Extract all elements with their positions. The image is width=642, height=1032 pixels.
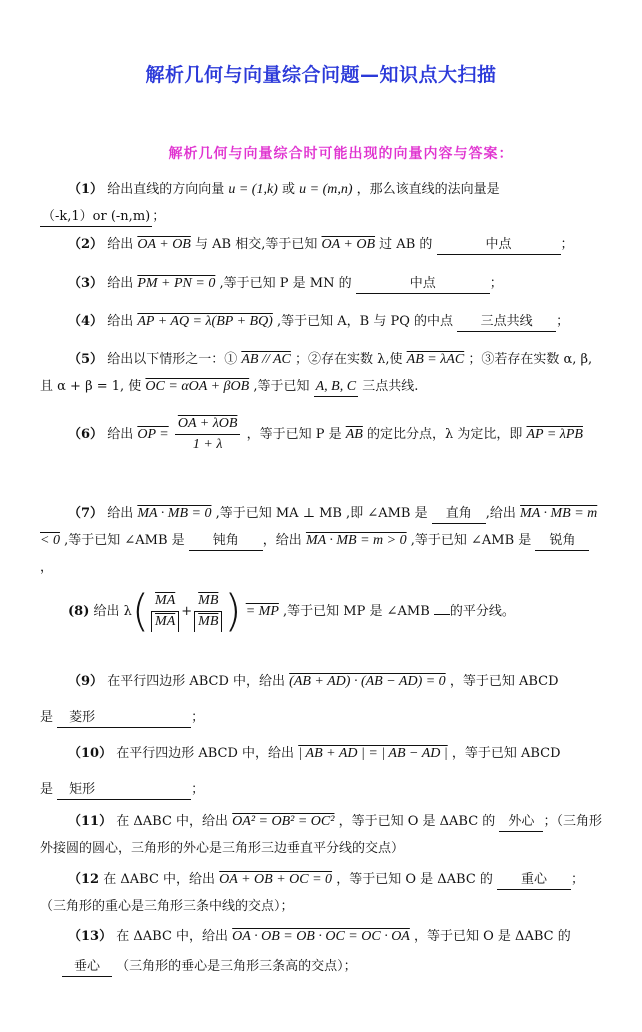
fraction-numerator: $\overline{MA}$ [151,591,179,612]
fraction-numerator: $\overline{MB}$ [194,591,222,612]
item-text: ； [556,314,570,329]
answer-blank: 矩形 [57,781,191,800]
item-text: 给出直线的方向向量 [107,182,225,197]
math-expression: AP = λPB [526,427,583,442]
item-text: 是 [40,782,54,797]
answer-blank: 中点 [437,236,561,255]
math-expression: (AB + AD) · (AB − AD) = 0 [289,674,446,689]
answer-blank: 中点 [356,275,490,294]
item-text: 给出 [107,237,134,252]
fraction-denominator: MA [151,612,179,632]
math-expression: MA · MB = 0 [137,506,212,521]
math-expression: OA + OB + OC = 0 [219,872,333,887]
item-text: 在 ΔABC 中，给出 [116,929,229,944]
item-text: ； [489,276,503,291]
item-text: ，等于已知 O 是 ΔABC 的 [338,814,496,829]
item-text: 过 AB 的 [379,237,433,252]
item-text: 的平分线。 [449,604,515,619]
fraction-denominator: 1 + λ [192,437,223,452]
math-expression: OA² = OB² = OC² [232,814,335,829]
math-expression: AB = λAC [406,352,465,367]
item-text: ； [560,237,574,252]
answer-blank: 外心 [499,813,543,832]
item-text: ,等于已知 MA ⊥ MB ,即 ∠AMB 是 [215,506,428,521]
fraction [151,591,179,632]
item-text: ，等于已知 ABCD [451,746,561,761]
item-8: (8) 给出 λ( $\frac{\overline{MA}}{MA}$ + $\frac{\overline{MB}}{MB}$ ) = MP ,等于已知 MP 是 ∠AMB 的平分线。 [68,585,515,637]
math-expression: u = (m,n) [299,182,353,197]
item-text: ，那么该直线的法向量是 [356,182,500,197]
item-text: 在 ΔABC 中，给出 [103,872,216,887]
item-7 [40,500,602,581]
item-text: ； [191,782,205,797]
item-text: ,等于已知 A，B 与 PQ 的中点 [277,314,454,329]
item-text: ，等于已知 P 是 [246,427,342,442]
item-3 [40,270,602,297]
math-expression: AB // AC [241,352,291,367]
fraction-numerator: OA + λOB [175,414,241,435]
item-text: ,给出 [485,506,516,521]
item-6 [40,414,602,455]
fraction [194,591,222,632]
item-number: （10） [68,746,113,761]
left-paren: ( [131,585,150,637]
item-text: 在平行四边形 ABCD 中，给出 [107,674,286,689]
item-text: ,等于已知 ∠AMB 是 [410,533,532,548]
math-expression: = MP [245,604,279,619]
item-text: 三点共线. [362,379,419,394]
item-text: 或 [281,182,295,197]
answer-expression: $\overline{AB}$ [345,427,363,442]
item-number: (8) [68,604,90,619]
item-text: 给出 [107,276,134,291]
math-expression: OA + OB [321,237,376,252]
item-text: 与 AB 相交,等于已知 [195,237,318,252]
answer-blank: （-k,1）or (-n,m) [40,208,152,227]
item-number: （6） [68,427,104,442]
item-4 [40,308,602,335]
item-10 [40,736,602,808]
math-expression: MA · MB = m > 0 [305,533,407,548]
fraction-denominator: MB [194,612,222,632]
item-number: （9） [68,674,104,689]
item-text: ，给出 [262,533,302,548]
item-number: （5） [68,352,104,367]
item-text: ,等于已知 MP 是 ∠AMB [283,604,430,619]
answer-blank: 垂心 [62,958,112,977]
fraction [175,414,241,455]
answer-blank: A, B, C [314,378,358,397]
math-expression: MA · MB = m < 0 [40,506,598,548]
item-text: 给出 λ [93,604,132,619]
item-text: 是 [40,710,54,725]
math-expression: OC = αOA + βOB [145,379,250,394]
answer-blank: 三点共线 [457,313,556,332]
item-text: 的定比分点，λ 为定比，即 [366,427,523,442]
item-number: （12 [68,872,100,887]
item-text: ；（三角形外接圆的圆心，三角形的外心是三角形三边垂直平分线的交点） [40,814,602,856]
item-text: ；（三角形的重心是三角形三条中线的交点）； [40,872,585,914]
item-text: ,等于已知 ∠AMB 是 [64,533,185,548]
item-number: （3） [68,276,104,291]
item-text: ；②存在实数 λ,使 [295,352,403,367]
answer-blank: 菱形 [57,709,191,728]
item-text: ,等于已知 [253,379,310,394]
math-expression: u = (1,k) [228,182,278,197]
item-text: ，等于已知 O 是 ΔABC 的 [336,872,493,887]
item-number: （7） [68,506,104,521]
item-number: （1） [68,182,104,197]
document-subtitle: 解析几何与向量综合时可能出现的向量内容与答案： [168,146,514,162]
item-13 [40,922,602,982]
item-1 [40,176,602,230]
document-title: 解析几何与向量综合问题—知识点大扫描 [145,64,497,86]
item-text: ，等于已知 ABCD [449,674,559,689]
item-text: ，等于已知 O 是 ΔABC 的 [414,929,571,944]
item-number: （13） [68,929,113,944]
math-expression: OP = [137,427,169,442]
item-12 [40,866,602,920]
item-5 [40,346,602,400]
item-text: 在平行四边形 ABCD 中，给出 [116,746,295,761]
answer-blank: 锐角 [535,532,589,551]
answer-blank: 重心 [497,871,571,890]
item-text: ,等于已知 P 是 MN 的 [219,276,352,291]
item-text: 在 ΔABC 中，给出 [116,814,229,829]
item-text: ； [152,209,166,224]
item-number: （11） [68,814,113,829]
item-text: 给出 [107,506,134,521]
math-expression: AP + AQ = λ(BP + BQ) [137,314,273,329]
item-text: ， [40,560,54,575]
item-11 [40,808,602,862]
item-text: 给出 [107,427,134,442]
item-number: （2） [68,237,104,252]
item-text: ； [191,710,205,725]
right-paren: ) [224,585,242,637]
math-expression: | AB + AD | = | AB − AD | [298,746,448,761]
item-2 [40,231,602,258]
math-expression: OA · OB = OB · OC = OC · OA [232,929,410,944]
item-number: （4） [68,314,104,329]
item-text: 给出以下情形之一：① [107,352,238,367]
item-9 [40,664,602,736]
item-text: （三角形的垂心是三角形三条高的交点）； [116,959,357,974]
item-text: 给出 [107,314,134,329]
item-text: ；③若存在实数 α, β, 且 α + β = 1, 使 [40,352,593,394]
math-expression: PM + PN = 0 [137,276,216,291]
answer-blank [434,614,450,615]
math-expression: OA + OB [137,237,191,252]
answer-blank: 钝角 [189,532,263,551]
answer-blank: 直角 [432,505,486,524]
